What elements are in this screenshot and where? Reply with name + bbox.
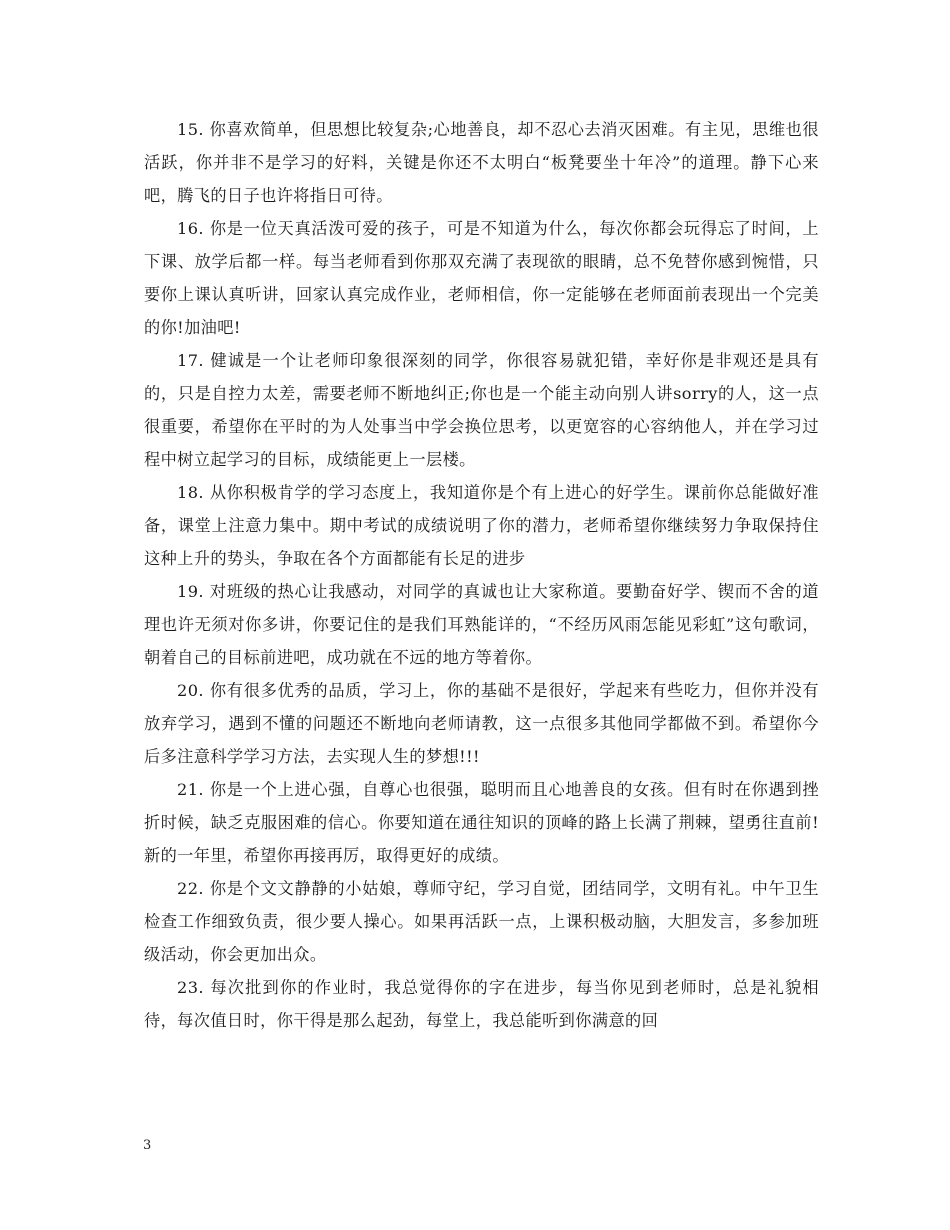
document-body [144, 113, 819, 1037]
comment-paragraph-18: 18. 从你积极肯学的学习态度上，我知道你是个有上进心的好学生。课前你总能做好准备，课堂上注意力集中。期中考试的成绩说明了你的潜力，老师希望你继续努力争取保持住这种上升的势头，争取在各个方面都能有长足的进步 [144, 483, 819, 568]
comment-paragraph-20: 20. 你有很多优秀的品质，学习上，你的基础不是很好，学起来有些吃力，但你并没有放弃学习，遇到不懂的问题还不断地向老师请教，这一点很多其他同学都做不到。希望你今后多注意科学学习方法，去实现人生的梦想!!! [144, 681, 819, 766]
comment-paragraph-15: 15. 你喜欢简单，但思想比较复杂;心地善良，却不忍心去消灭困难。有主见，思维也很活跃，你并非不是学习的好料，关键是你还不太明白“板凳要坐十年冷”的道理。静下心来吧，腾飞的日子也许将指日可待。 [144, 120, 819, 205]
comment-paragraph-21: 21. 你是一个上进心强，自尊心也很强，聪明而且心地善良的女孩。但有时在你遇到挫折时候，缺乏克服困难的信心。你要知道在通往知识的顶峰的路上长满了荆棘，望勇往直前!新的一年里，希望你再接再厉，取得更好的成绩。 [144, 780, 819, 865]
comment-paragraph-23: 23. 每次批到你的作业时，我总觉得你的字在进步，每当你见到老师时，总是礼貌相待，每次值日时，你干得是那么起劲，每堂上，我总能听到你满意的回 [144, 978, 819, 1030]
comment-paragraph-17: 17. 健诚是一个让老师印象很深刻的同学，你很容易就犯错，幸好你是非观还是具有的，只是自控力太差，需要老师不断地纠正;你也是一个能主动向别人讲sorry的人，这一点很重要，希望你在平时的为人处事当中学会换位思考，以更宽容的心容纳他人，并在学习过程中树立起学习的目标，成绩能更上一层楼。 [144, 351, 819, 469]
page-number: 3 [143, 1138, 152, 1153]
comment-paragraph-16: 16. 你是一位天真活泼可爱的孩子，可是不知道为什么，每次你都会玩得忘了时间，上下课、放学后都一样。每当老师看到你那双充满了表现欲的眼睛，总不免替你感到惋惜，只要你上课认真听讲，回家认真完成作业，老师相信，你一定能够在老师面前表现出一个完美的你!加油吧! [144, 219, 819, 337]
comment-paragraph-19: 19. 对班级的热心让我感动，对同学的真诚也让大家称道。要勤奋好学、锲而不舍的道理也许无须对你多讲，你要记住的是我们耳熟能详的，“不经历风雨怎能见彩虹”这句歌词，朝着自己的目标前进吧，成功就在不远的地方等着你。 [144, 582, 819, 667]
comment-paragraph-22: 22. 你是个文文静静的小姑娘，尊师守纪，学习自觉，团结同学，文明有礼。中午卫生检查工作细致负责，很少要人操心。如果再活跃一点，上课积极动脑，大胆发言，多参加班级活动，你会更加出众。 [144, 879, 819, 964]
